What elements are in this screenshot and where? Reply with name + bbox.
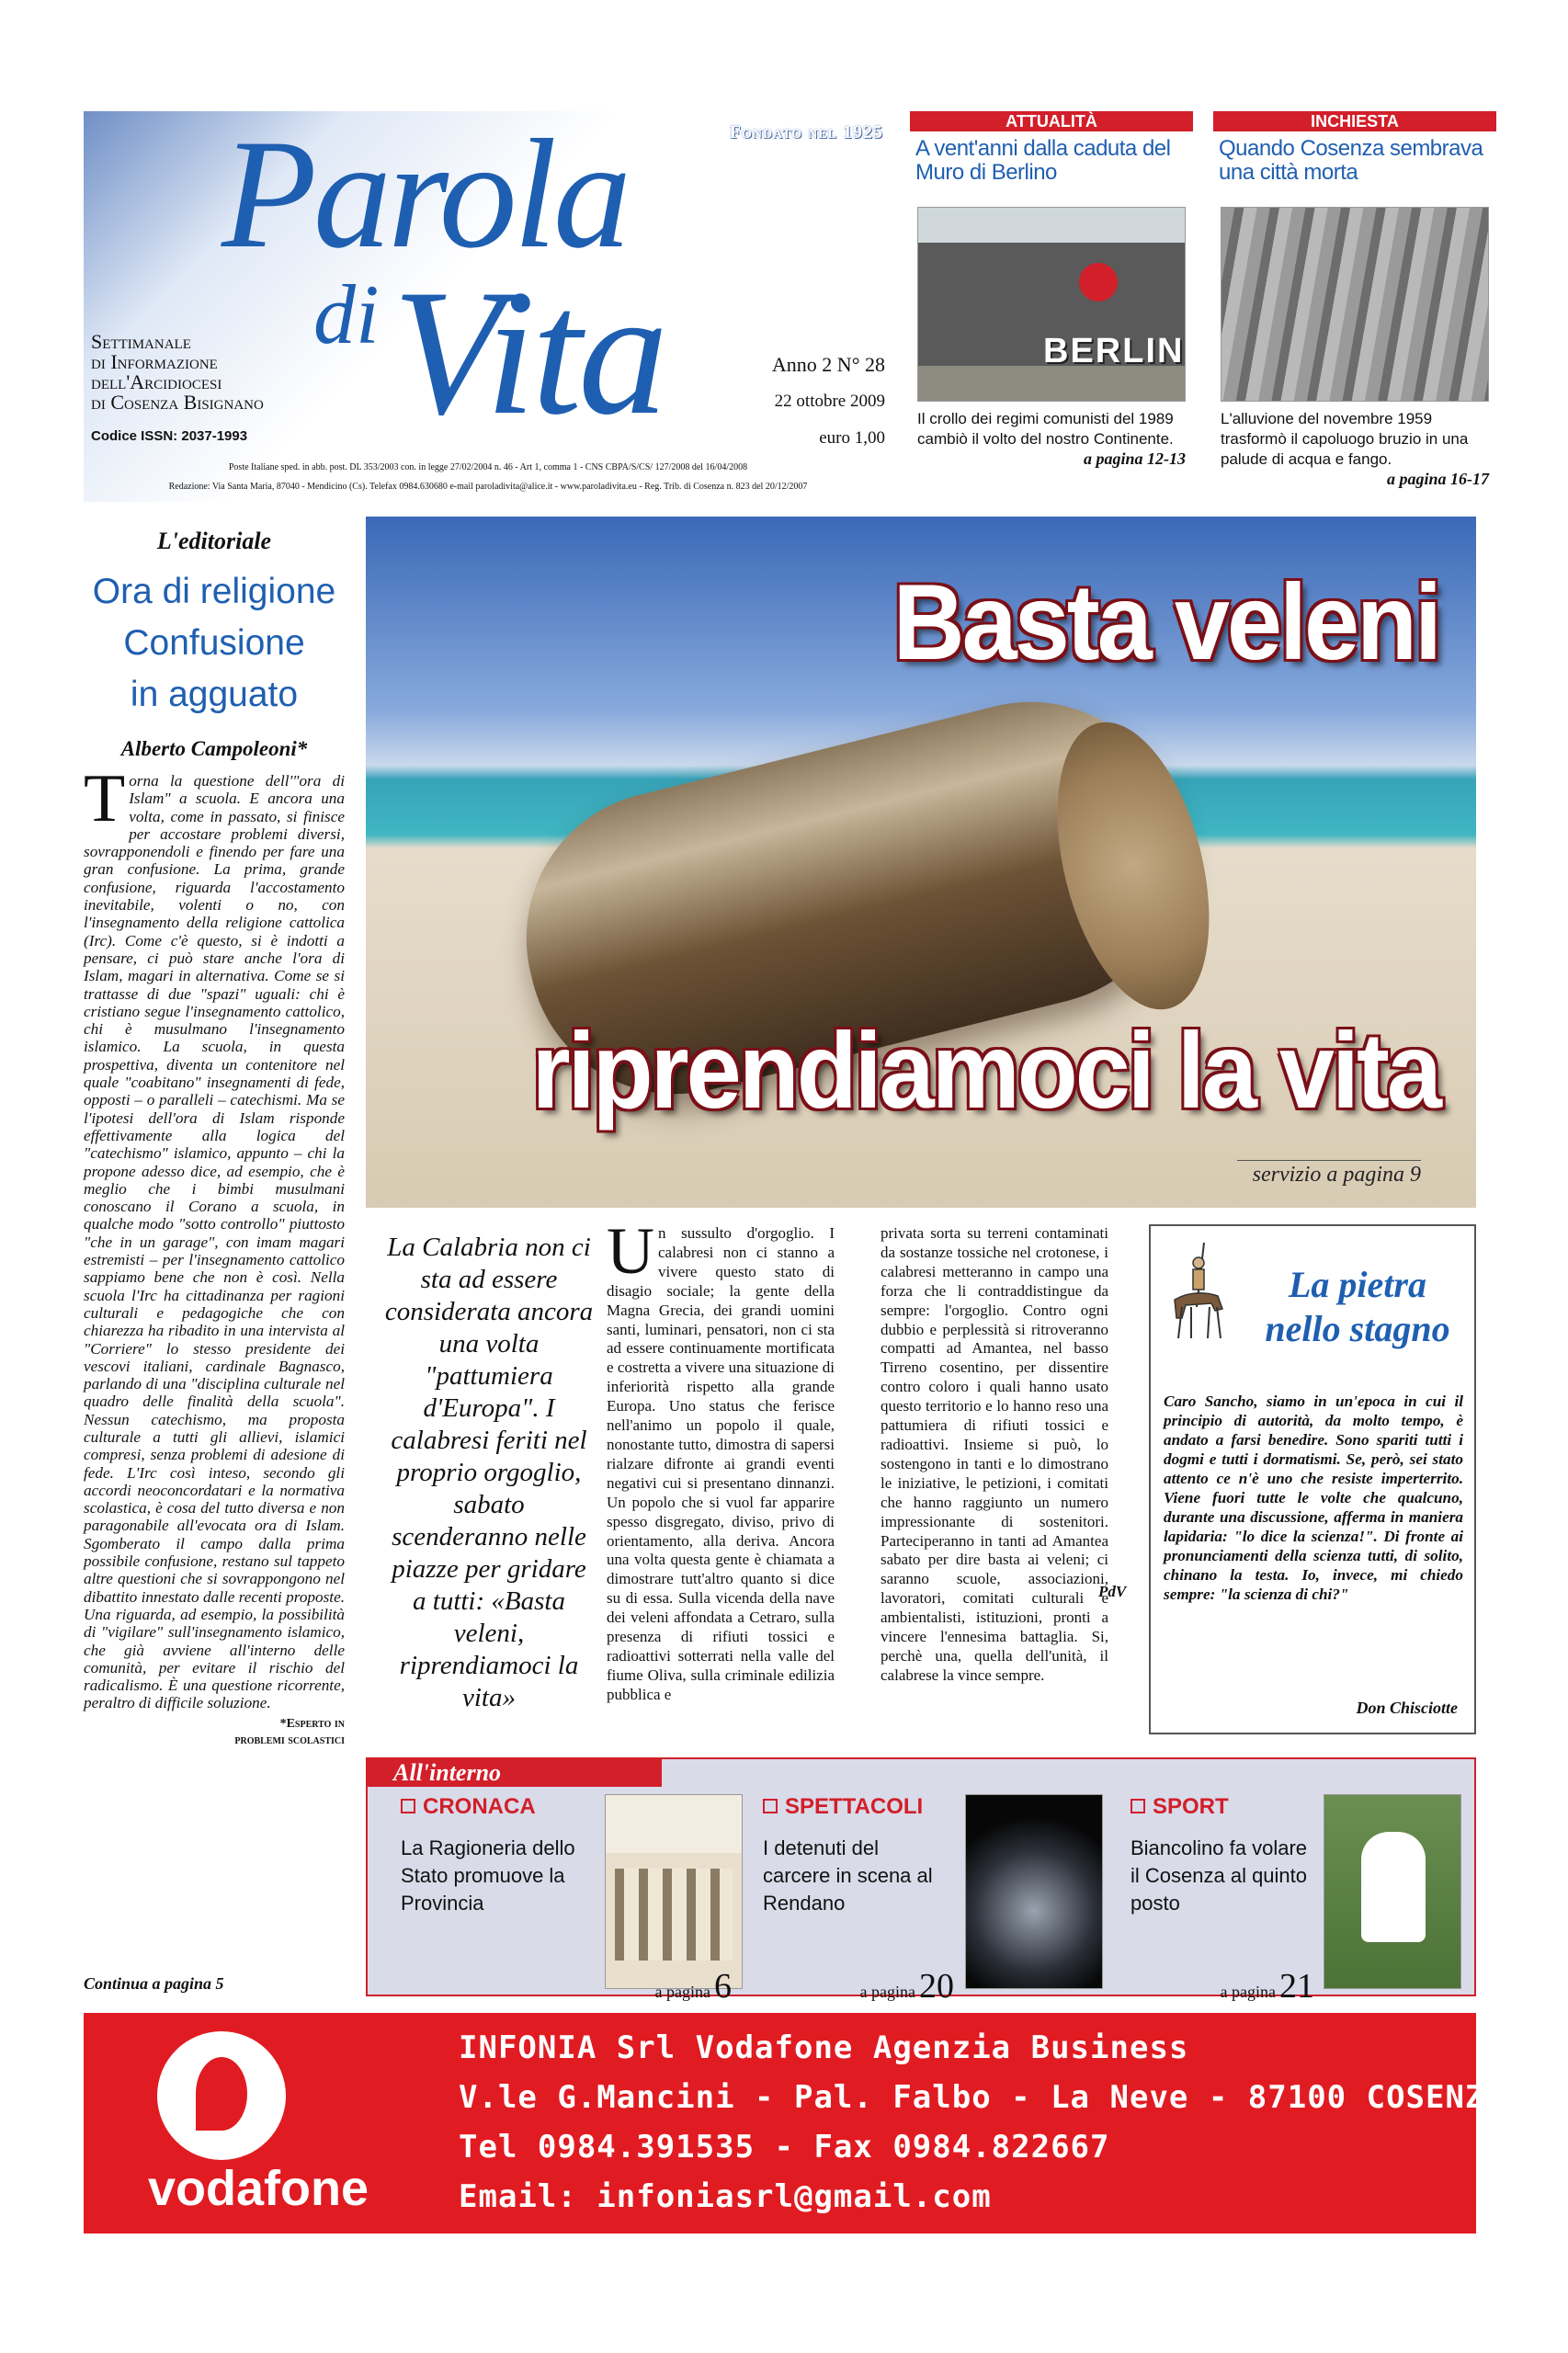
ad-line-phone: Tel 0984.391535 - Fax 0984.822667 <box>459 2129 1110 2165</box>
section-category <box>401 1794 585 1820</box>
letter-box <box>1149 1224 1476 1734</box>
teaser-text: Il crollo dei regimi comunisti del 1989 cambiò il volto del nostro Continente. <box>917 410 1174 448</box>
page-number: 20 <box>919 1967 954 2006</box>
tagline-line: dell'Arcidiocesi <box>91 370 222 393</box>
ad-brand-name: vodafone <box>148 2161 369 2216</box>
ad-line-address: V.le G.Mancini - Pal. Falbo - La Neve - 87100 COSENZA <box>459 2079 1505 2116</box>
teaser-page-ref[interactable]: a pagina 12-13 <box>1083 449 1186 468</box>
letter-signature: Don Chisciotte <box>1356 1699 1458 1717</box>
section-category <box>1131 1794 1314 1820</box>
checkbox-icon <box>1131 1799 1145 1813</box>
logo-vita: Vita <box>392 253 665 452</box>
berlin-graffiti-text: BERLIN <box>1043 332 1185 370</box>
teaser-page-ref[interactable]: a pagina 16-17 <box>1386 470 1489 488</box>
editorial-title-line: Confusione <box>123 623 305 663</box>
section-headline[interactable]: La Ragioneria dello Stato promuove la Provincia <box>401 1836 575 1915</box>
page-prefix: a pagina <box>859 1983 915 2001</box>
teaser-text: L'alluvione del novembre 1959 trasformò il capoluogo bruzio in una palude di acqua e fango. <box>1221 410 1469 468</box>
teaser-attualita[interactable] <box>910 111 1193 469</box>
flood-photo <box>1221 207 1489 402</box>
teaser-label: INCHIESTA <box>1213 111 1496 131</box>
tagline-line: di Informazione <box>91 350 218 373</box>
page-prefix: a pagina <box>654 1983 710 2001</box>
article-pullquote: La Calabria non ci sta ad essere considerata ancora una volta "pattumiera d'Europa". I calabresi feriti nel proprio orgoglio, sabato scenderanno nelle piazze per gridare a tutti: «Basta veleni, riprendiamoci la vita» <box>384 1233 594 1712</box>
editorial-title-line: Ora di religione <box>92 572 336 611</box>
hero-page-ref[interactable]: servizio a pagina 9 <box>1237 1160 1421 1188</box>
section-headline[interactable]: I detenuti del carcere in scena al Rendano <box>763 1836 933 1915</box>
government-palace-photo <box>605 1794 743 1989</box>
section-page-ref[interactable] <box>1131 1967 1314 2006</box>
page-number: 21 <box>1279 1967 1314 2006</box>
logo-di: di <box>313 267 380 361</box>
checkbox-icon <box>401 1799 415 1813</box>
tagline-line: Settimanale <box>91 330 191 353</box>
issue-price: euro 1,00 <box>819 428 885 448</box>
section-category-label: SPETTACOLI <box>785 1794 924 1819</box>
letter-title <box>1243 1263 1472 1351</box>
section-category-label: SPORT <box>1153 1794 1229 1819</box>
tagline-line: di Cosenza Bisignano <box>91 391 264 414</box>
postal-info: Poste Italiane sped. in abb. post. DL 353/2003 con. in legge 27/02/2004 n. 46 - Art 1, comma 1 - CNS CBPA/S/CS/ 127/2008 del 16/04/2008 <box>228 462 748 472</box>
hero-headline-top[interactable]: Basta veleni <box>892 562 1439 682</box>
hero-headline-bottom[interactable]: riprendiamoci la vita <box>531 1010 1439 1131</box>
checkbox-icon <box>763 1799 778 1813</box>
letter-title-line: La pietra <box>1289 1264 1426 1305</box>
article-signature: PdV <box>1098 1583 1127 1600</box>
section-sport[interactable] <box>1131 1794 1314 1987</box>
logo-parola: Parola <box>222 108 628 280</box>
page-prefix: a pagina <box>1220 1983 1276 2001</box>
inside-section <box>366 1757 1476 2006</box>
issue-number: Anno 2 N° 28 <box>771 353 885 376</box>
tagline <box>91 332 264 413</box>
author-note-line: *Esperto in <box>279 1716 345 1731</box>
ad-line-company: INFONIA Srl Vodafone Agenzia Business <box>459 2029 1189 2066</box>
editorial-office-info: Redazione: Via Santa Maria, 87040 - Mendicino (Cs). Telefax 0984.630680 e-mail paroladivita@alice.it - www.paroladivita.eu - Reg. Trib. di Cosenza n. 823 del 20/12/2007 <box>168 482 808 492</box>
section-page-ref[interactable] <box>401 1967 732 2006</box>
section-spettacoli[interactable] <box>763 1794 947 1987</box>
founded-year: Fondato nel 1925 <box>729 122 883 142</box>
editorial-body: Torna la questione dell'"ora di Islam" a scuola. E ancora una volta, come in passato, si finisce per accostare problemi diversi, sovrapponendoli e finendo per fare una gran confusione. La prima, grande confusione, riguarda l'accostamento inevitabile, volenti o no, con l'insegnamento della religione cattolica (Irc). Come c'è questo, si è indotti a pensare, ci può stare anche l'ora di Islam, magari in alternativa. Come se si trattasse di due "spazi" uguali: chi è cristiano segue l'insegnamento cattolico, chi è musulmano l'insegnamento islamico. La scuola, in questa prospettiva, diventa un contenitore nel quale "coabitano" insegnamenti di fede, opposti – o paralleli – catechismi. Ma se l'ipotesi dell'ora di Islam risponde effettivamente alla logica del "catechismo" islamico, appunto – chi la propone adesso dice, ad esempio, che è meglio che i bimbi musulmani conoscano il Corano a scuola, in qualche modo "sotto controllo" piuttosto "che in un garage", con imam magari estremisti – per l'insegnamento cattolico sappiamo bene che non è così. Nella scuola l'Irc ha cittadinanza per ragioni culturali e pedagogiche che con chiarezza ha ribadito in una intervista al "Corriere" lo stesso presidente dei vescovi italiani, cardinale Bagnasco, parlando di una "disciplina culturale nel quadro delle finalità della scuola". Nessun catechismo, ma proposta culturale a tutti gli allievi, islamici compresi, senza problemi di adesione di fede. L'Irc così inteso, secondo gli accordi neoconcordatari e la normativa scolastica, è cosa del tutto diversa e non paragonabile all'evocata ora di Islam. Sgomberato il campo dalla prima possibile confusione, restano sul tappeto altre questioni che si sovrappongono nel dibattito innestato dalle recenti proposte. Una riguarda, ad esempio, la possibilità di "vigilare" sull'insegnamento islamico, che già avviene all'interno delle comunità, per evitare il rischio del radicalismo. È una questione ricorrente, peraltro di difficile soluzione. <box>84 761 345 1712</box>
section-cronaca[interactable] <box>401 1794 585 1987</box>
section-category-label: CRONACA <box>423 1794 536 1819</box>
section-page-ref[interactable] <box>763 1967 954 2006</box>
article-column-2: privata sorta su terreni contaminati da sostanze tossiche nel crotonese, i calabresi metteranno in campo una forza che li contraddistingue da sempre: l'orgoglio. Contro ogni dubbio e perplessità si ritroveranno compatti ad Amantea, nel basso Tirreno cosentino, per dissentire contro coloro i quali hanno usato questo territorio e lo hanno reso una pattumiera di rifiuti tossici e radioattivi. Insieme si può, lo sostengono in tanti e lo dimostrano le iniziative, le petizioni, i comitati che hanno raggiunto un numero impressionante di sostenitori. Parteciperanno in tanti ad Amantea sabato per dire basta ai veleni; ci saranno scuole, associazioni, lavoratori, comitati culturali e ambientalisti, istituzioni, pronti a vincere l'ennesima battaglia. Si, perchè una, quella dell'unità, il calabrese la vince sempre. <box>881 1224 1108 1684</box>
teaser-title[interactable]: A vent'anni dalla caduta del Muro di Berlino <box>915 136 1171 185</box>
editorial-continue-link[interactable]: Continua a pagina 5 <box>84 1974 224 1993</box>
vodafone-logo-icon <box>157 2031 286 2160</box>
hero-photo <box>366 517 1476 1208</box>
editorial-author: Alberto Campoleoni* <box>120 737 308 760</box>
teaser-title[interactable]: Quando Cosenza sembrava una città morta <box>1219 136 1483 185</box>
ad-line-email[interactable]: Email: infoniasrl@gmail.com <box>459 2178 992 2215</box>
don-quixote-icon <box>1167 1243 1232 1344</box>
issue-date: 22 ottobre 2009 <box>774 392 885 411</box>
section-headline[interactable]: Biancolino fa volare il Cosenza al quinto posto <box>1131 1836 1308 1915</box>
football-player-photo <box>1324 1794 1461 1989</box>
issn-code: Codice ISSN: 2037-1993 <box>91 428 248 444</box>
teaser-inchiesta[interactable] <box>1213 111 1496 489</box>
author-note <box>84 1716 345 1749</box>
berlin-wall-photo <box>917 207 1186 402</box>
page-number: 6 <box>714 1967 732 2006</box>
inside-label: All'interno <box>368 1759 662 1787</box>
article-column-1: Un sussulto d'orgoglio. I calabresi non ci stanno a vivere questo stato di disagio sociale; la gente della Magna Grecia, dei grandi uomini santi, luminari, pensatori, non ci sta ad essere continuamente mortificata e costretta a vivere una situazione di inferiorità rispetto alla grande Europa. Uno status che ferisce nell'animo un popolo il quale, nonostante tutto, dimostra di sapersi rialzare difronte ai grandi eventi negativi cui si presentano dinnanzi. Un popolo che si vuol far apparire spesso disgregato, diviso, privo di orientamento, alla deriva. Ancora una volta questa gente è chiamata a dimostrare tutt'altro quanto si dice su di essa. Sulla vicenda della nave dei veleni affondata a Cetraro, sulla presenza di rifiuti tossici e radioattivi sotterrati nella valle del fiume Oliva, sulla criminale edilizia pubblica e <box>607 1214 835 1703</box>
masthead <box>84 108 892 502</box>
editorial-title-line: in agguato <box>130 675 299 714</box>
letter-title-line: nello stagno <box>1265 1308 1450 1349</box>
theatre-stage-photo <box>965 1794 1103 1989</box>
vodafone-advertisement[interactable] <box>84 2013 1505 2234</box>
letter-body: Caro Sancho, siamo in un'epoca in cui il principio di autorità, da molto tempo, è andato a farsi benedire. Sono spariti tutti i dogmi e tutti i dormatismi. Se, però, sei stato attento ce n'è uno che resiste imperterrito. Viene fuori tutte le volte che qualcuno, durante una discussione, afferma in maniera lapidaria: "lo dice la scienza!". Di fronte ai pronunciamenti della scienza tutti, di solito, chinano la testa. Io, invece, mi chiedo sempre: "la scienza di chi?" <box>1164 1392 1463 1603</box>
author-note-line: problemi scolastici <box>234 1733 345 1747</box>
editorial-title[interactable] <box>84 566 345 721</box>
editorial-column <box>84 528 345 1749</box>
teaser-label: ATTUALITÀ <box>910 111 1193 131</box>
red-sun-graffiti <box>1079 263 1118 301</box>
section-category <box>763 1794 947 1820</box>
editorial-kicker: L'editoriale <box>156 528 272 554</box>
